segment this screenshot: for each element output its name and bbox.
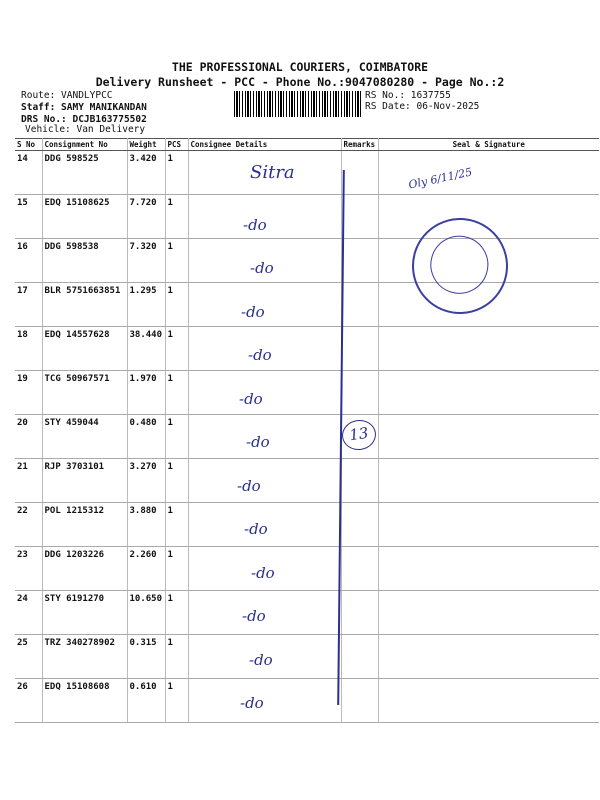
route-label: Route: VANDLYPCC (21, 90, 113, 101)
drs-number: DRS No.: DCJB163775502 (21, 114, 147, 125)
cell-consignment: DDG 1203226 (42, 547, 127, 591)
remarks-cell (341, 371, 378, 415)
cell-sno: 19 (15, 371, 42, 415)
cell-pcs: 1 (165, 635, 188, 679)
cell-pcs: 1 (165, 151, 188, 195)
handwritten-consignee: -do (250, 259, 274, 277)
seal-cell (378, 591, 599, 635)
table-row (15, 679, 599, 723)
seal-cell (378, 327, 599, 371)
cell-sno: 18 (15, 327, 42, 371)
cell-weight: 0.315 (127, 635, 165, 679)
cell-sno: 14 (15, 151, 42, 195)
handwritten-consignee: -do (241, 302, 265, 321)
handwritten-consignee: -do (249, 650, 273, 669)
cell-pcs: 1 (165, 283, 188, 327)
cell-consignment: POL 1215312 (42, 503, 127, 547)
cell-weight: 7.320 (127, 239, 165, 283)
col-seal-signature: Seal & Signature (378, 139, 599, 151)
cell-pcs: 1 (165, 547, 188, 591)
seal-cell (378, 635, 599, 679)
consignee-cell (188, 371, 341, 415)
consignee-cell (188, 459, 341, 503)
col-sno: S No (15, 139, 42, 151)
remarks-count-circled: 13 (340, 418, 378, 452)
col-weight: Weight (127, 139, 165, 151)
remarks-cell (341, 635, 378, 679)
seal-cell (378, 371, 599, 415)
cell-sno: 17 (15, 283, 42, 327)
cell-consignment: STY 459044 (42, 415, 127, 459)
cell-consignment: EDQ 15108608 (42, 679, 127, 723)
table-row (15, 239, 599, 283)
cell-sno: 24 (15, 591, 42, 635)
rs-number: RS No.: 1637755 (365, 90, 451, 101)
table-row (15, 283, 599, 327)
cell-pcs: 1 (165, 415, 188, 459)
cell-pcs: 1 (165, 327, 188, 371)
consignee-cell (188, 679, 341, 723)
table-row (15, 195, 599, 239)
handwritten-consignee: -do (242, 607, 266, 625)
handwritten-consignee: -do (243, 215, 267, 234)
runsheet-title: THE PROFESSIONAL COURIERS, COIMBATORE (171, 60, 429, 74)
runsheet-table (15, 138, 599, 723)
table-row (15, 459, 599, 503)
cell-pcs: 1 (165, 679, 188, 723)
cell-sno: 26 (15, 679, 42, 723)
cell-weight: 38.440 (127, 327, 165, 371)
runsheet-subtitle: Delivery Runsheet - PCC - Phone No.:9047080280 - Page No.:2 (95, 75, 505, 89)
cell-pcs: 1 (165, 195, 188, 239)
seal-cell (378, 503, 599, 547)
remarks-cell (341, 503, 378, 547)
cell-sno: 25 (15, 635, 42, 679)
cell-consignment: BLR 5751663851 (42, 283, 127, 327)
cell-weight: 2.260 (127, 547, 165, 591)
cell-consignment: DDG 598525 (42, 151, 127, 195)
cell-consignment: RJP 3703101 (42, 459, 127, 503)
cell-pcs: 1 (165, 371, 188, 415)
table-row (15, 503, 599, 547)
seal-cell (378, 415, 599, 459)
vehicle-label: Vehicle: Van Delivery (25, 124, 146, 135)
table-header-row (15, 139, 599, 151)
staff-label: Staff: SAMY MANIKANDAN (21, 102, 147, 113)
handwritten-consignee: -do (246, 433, 270, 451)
table-row (15, 151, 599, 195)
handwritten-consignee: -do (237, 476, 261, 495)
remarks-cell (341, 459, 378, 503)
cell-weight: 7.720 (127, 195, 165, 239)
cell-consignment: TCG 50967571 (42, 371, 127, 415)
col-consignee: Consignee Details (188, 139, 341, 151)
cell-consignment: DDG 598538 (42, 239, 127, 283)
remarks-cell (341, 547, 378, 591)
cell-weight: 3.270 (127, 459, 165, 503)
cell-consignment: EDQ 15108625 (42, 195, 127, 239)
col-remarks: Remarks (341, 139, 378, 151)
cell-sno: 22 (15, 503, 42, 547)
handwritten-consignee: -do (244, 520, 268, 538)
cell-weight: 3.420 (127, 151, 165, 195)
cell-weight: 3.880 (127, 503, 165, 547)
handwritten-consignee: Sitra (250, 162, 295, 183)
cell-pcs: 1 (165, 503, 188, 547)
cell-pcs: 1 (165, 591, 188, 635)
cell-sno: 15 (15, 195, 42, 239)
cell-weight: 10.650 (127, 591, 165, 635)
remarks-cell (341, 195, 378, 239)
table-row (15, 371, 599, 415)
table-row (15, 327, 599, 371)
col-pcs: PCS (165, 139, 188, 151)
remarks-cell (341, 239, 378, 283)
remarks-cell (341, 679, 378, 723)
cell-consignment: EDQ 14557628 (42, 327, 127, 371)
seal-cell (378, 679, 599, 723)
table-row (15, 635, 599, 679)
seal-cell (378, 547, 599, 591)
cell-consignment: TRZ 340278902 (42, 635, 127, 679)
rs-date: RS Date: 06-Nov-2025 (365, 101, 480, 112)
signature: Oly 6/11/25 (407, 165, 474, 192)
handwritten-consignee: -do (251, 563, 275, 582)
cell-weight: 0.480 (127, 415, 165, 459)
cell-sno: 20 (15, 415, 42, 459)
col-consignment: Consignment No (42, 139, 127, 151)
table-row (15, 547, 599, 591)
remarks-cell (341, 591, 378, 635)
table-row (15, 591, 599, 635)
seal-cell (378, 459, 599, 503)
remarks-cell (341, 327, 378, 371)
cell-consignment: STY 6191270 (42, 591, 127, 635)
remarks-cell (341, 283, 378, 327)
handwritten-consignee: -do (248, 346, 272, 364)
remarks-cell (341, 151, 378, 195)
handwritten-consignee: -do (240, 694, 264, 712)
cell-pcs: 1 (165, 239, 188, 283)
cell-sno: 16 (15, 239, 42, 283)
handwritten-consignee: -do (239, 389, 263, 408)
cell-weight: 1.295 (127, 283, 165, 327)
cell-sno: 23 (15, 547, 42, 591)
cell-weight: 0.610 (127, 679, 165, 723)
barcode (234, 91, 362, 117)
cell-weight: 1.970 (127, 371, 165, 415)
cell-pcs: 1 (165, 459, 188, 503)
cell-sno: 21 (15, 459, 42, 503)
table-row (15, 415, 599, 459)
